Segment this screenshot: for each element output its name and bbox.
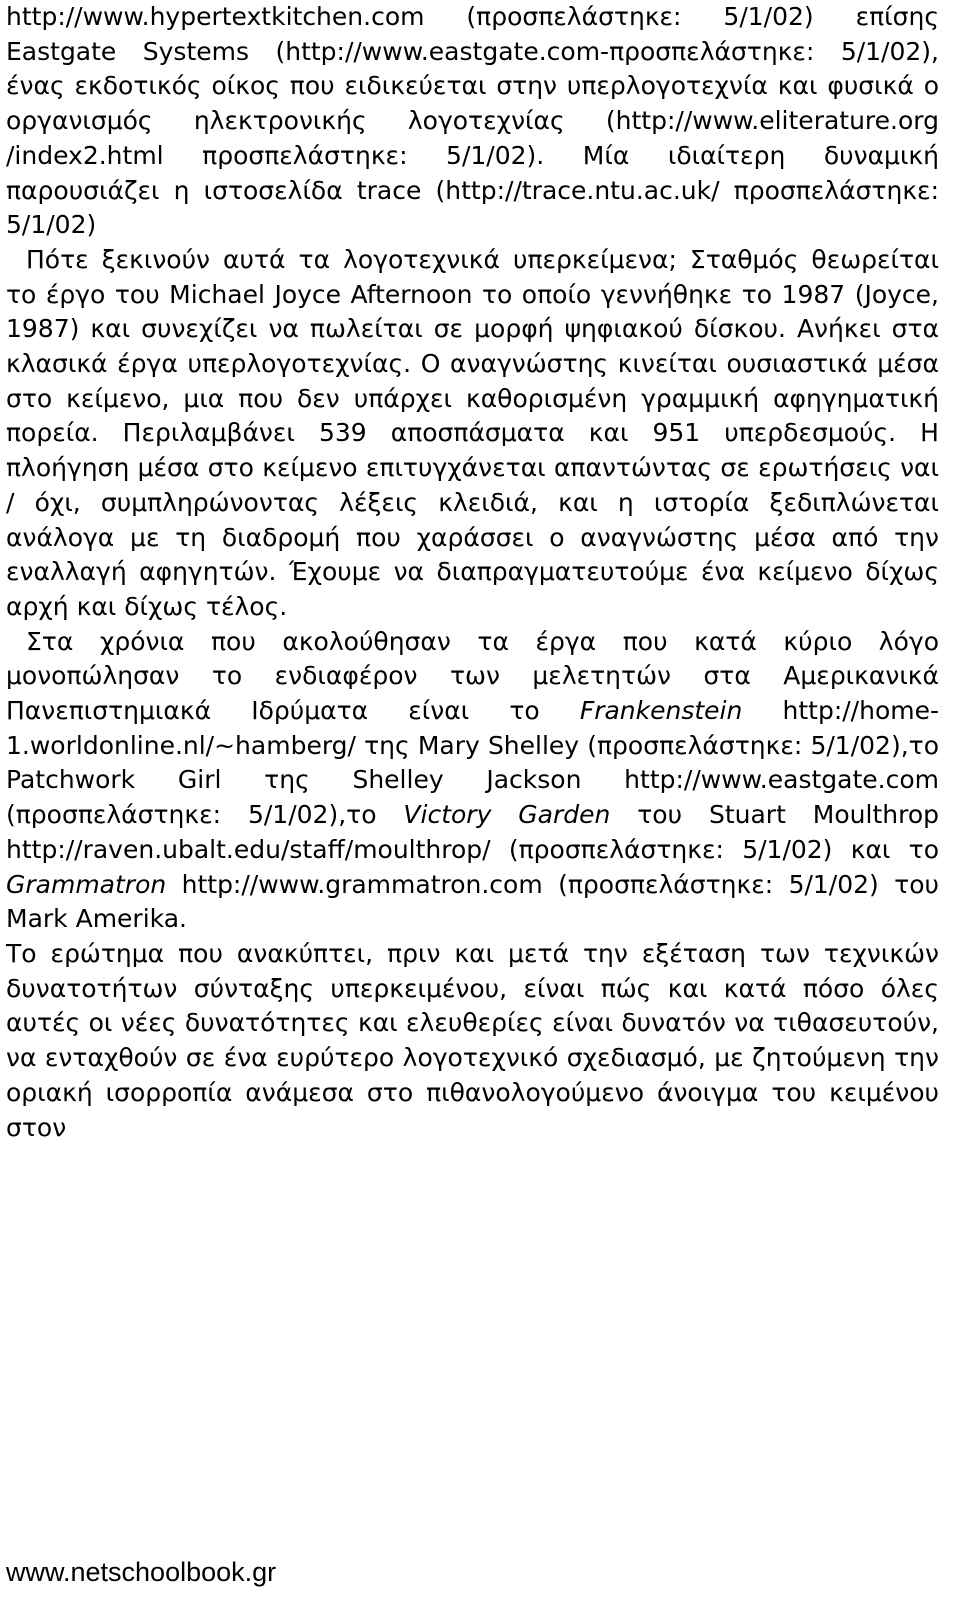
italic-title-victory-garden: Victory Garden [403,800,611,830]
italic-title-frankenstein: Frankenstein [579,696,743,726]
paragraph-p2 [6,243,939,625]
paragraph-p4 [6,937,939,1145]
text-segment: Πότε ξεκινούν αυτά τα λογοτεχνικά υπερκείμενα; Σταθμός θεωρείται το έργο του Michael Joyce Afternoon το οποίο γεννήθηκε το 1987 (Joyce, 1987) και συνεχίζει να πωλείται σε μορφή ψηφιακού δίσκου. Ανήκει στα κλασικά έργα υπερλογοτεχνίας. Ο αναγνώστης κινείται ουσιαστικά μέσα στο κείμενο, μια που δεν υπάρχει καθορισμένη γραμμική αφηγηματική πορεία. Περιλαμβάνει 539 αποσπάσματα και 951 υπερδεσμούς. Η πλοήγηση μέσα στο κείμενο επιτυγχάνεται απαντώντας σε ερωτήσεις ναι / όχι, συμπληρώνοντας λέξεις κλειδιά, και η ιστορία ξεδιπλώνεται ανάλογα με τη διαδρομή που χαράσσει ο αναγνώστης μέσα από την εναλλαγή αφηγητών. Έχουμε να διαπραγματευτούμε ένα κείμενο δίχως αρχή και δίχως τέλος. [6,244,939,621]
text-segment: http://www.grammatron.com (προσπελάστηκε: 5/1/02) του Mark Amerika. [6,869,939,934]
footer-site-url: www.netschoolbook.gr [6,1557,277,1587]
text-segment: http://www.hypertextkitchen.com (προσπελάστηκε: 5/1/02) επίσης Eastgate Systems (http://www.eastgate.com-προσπελάστηκε: 5/1/02), ένας εκδοτικός οίκος που ειδικεύεται στην υπερλογοτεχνία και φυσικά ο οργανισμός ηλεκτρονικής λογοτεχνίας (http://www.eliterature.org /index2.html προσπελάστηκε: 5/1/02). Μία ιδιαίτερη δυναμική παρουσιάζει η ιστοσελίδα trace (http://trace.ntu.ac.uk/ προσπελάστηκε: 5/1/02) [6,2,939,240]
text-segment: Στα χρόνια που ακολούθησαν τα έργα που κατά κύριο λόγο μονοπώλησαν το ενδιαφέρον των μελετητών στα Αμερικανικά Πανεπιστημιακά Ιδρύματα είναι το [6,626,939,726]
text-segment: Το ερώτημα που ανακύπτει, πριν και μετά την εξέταση των τεχνικών δυνατοτήτων σύνταξης υπερκειμένου, είναι πώς και κατά πόσο όλες αυτές οι νέες δυνατότητες και ελευθερίες είναι δυνατόν να τιθασευτούν, να ενταχθούν σε ένα ευρύτερο λογοτεχνικό σχεδιασμό, με ζητούμενη την οριακή ισορροπία ανάμεσα στο πιθανολογούμενο άνοιγμα του κειμένου στον [6,938,939,1142]
text-segment: του Stuart Moulthrop http://raven.ubalt.edu/staff/moulthrop/ (προσπελάστηκε: 5/1/02) και το [6,800,939,864]
paragraph-p1 [6,0,939,243]
text-segment: http://home-1.worldonline.nl/~hamberg/ της Mary Shelley (προσπελάστηκε: 5/1/02),το Patchwork Girl της Shelley Jackson http://www.eastgate.com (προσπελάστηκε: 5/1/02),το [6,696,939,830]
document-body [6,0,939,1145]
italic-title-grammatron: Grammatron [6,869,167,899]
paragraph-p3 [6,625,939,937]
